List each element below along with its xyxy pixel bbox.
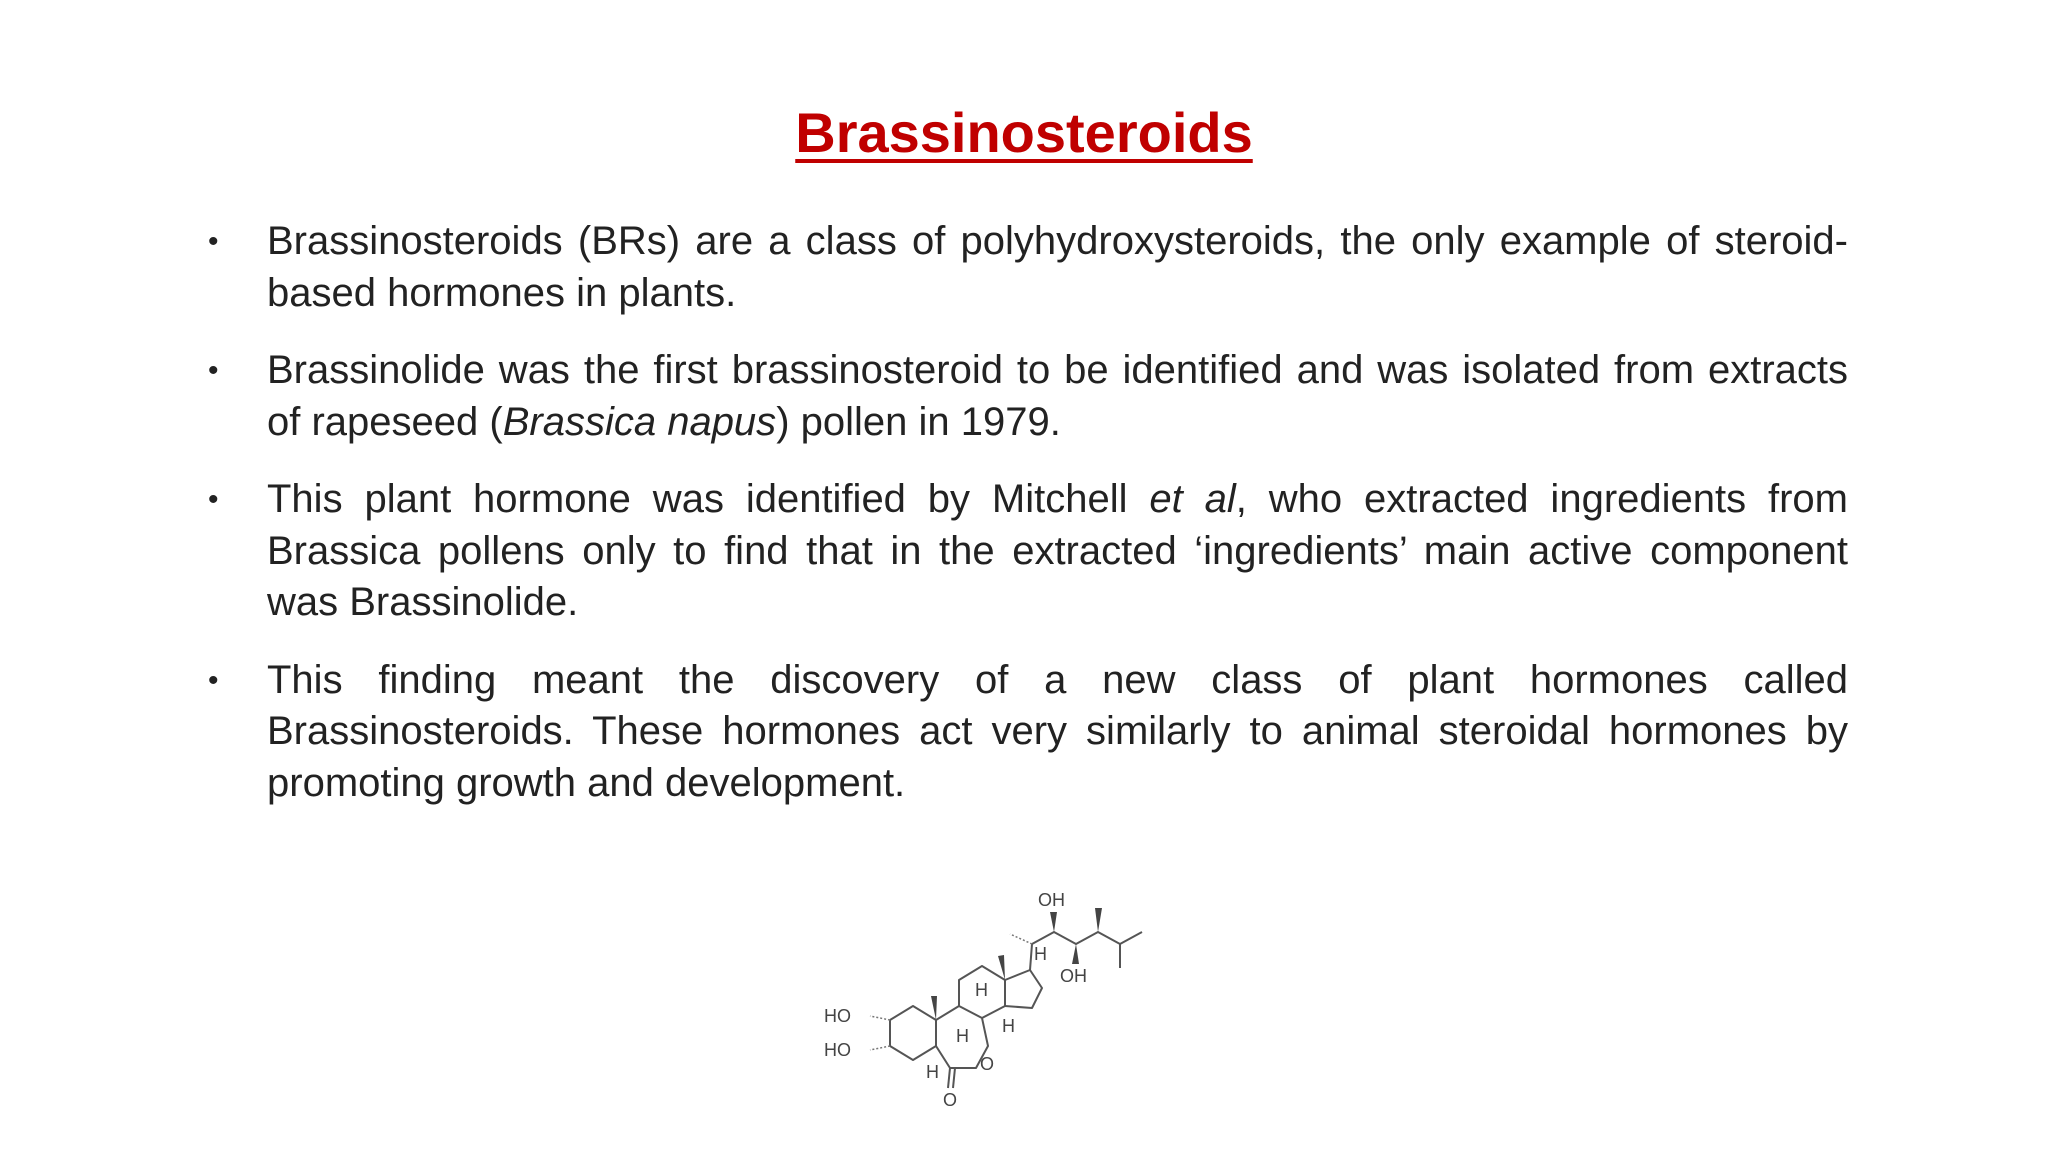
h-label-3: H — [956, 1026, 969, 1046]
oh-wedge-2 — [1072, 944, 1079, 964]
bullet-item — [208, 216, 1848, 319]
slide-title: Brassinosteroids — [795, 101, 1253, 164]
hash-ho-bottom — [870, 1046, 890, 1050]
bullet-segment-italic: et al — [1149, 477, 1236, 521]
ring-d — [1005, 970, 1042, 1008]
carbonyl-bond-2 — [953, 1068, 955, 1088]
bullet-segment: This plant hormone was identified by Mitchell — [267, 477, 1150, 521]
carbonyl-bond — [948, 1068, 950, 1088]
h-label-4: H — [1002, 1016, 1015, 1036]
h-label-5: H — [926, 1062, 939, 1082]
oh-wedge — [1050, 912, 1057, 932]
oh-label-top: OH — [1038, 890, 1065, 910]
bullet-segment: Brassinolide was the first brassinosteroid to be identified and was isolated from extracts of rapeseed ( — [267, 348, 1848, 444]
ring-a — [890, 1006, 936, 1060]
methyl-wedge-chain — [1095, 908, 1102, 932]
bullet-marker: • — [208, 663, 219, 697]
brassinolide-structure — [810, 856, 1170, 1136]
bullet-item — [208, 474, 1848, 629]
bullet-item — [208, 345, 1848, 448]
oh-label-bottom: OH — [1060, 966, 1087, 986]
bullet-segment: , who extracted ingredients from Brassica pollens only to find that in the extracted ‘ingredients’ main active component was Brassinolide. — [267, 477, 1848, 624]
bullet-text — [267, 219, 1848, 315]
ho-label-bottom: HO — [824, 1040, 851, 1060]
bullet-item — [208, 655, 1848, 810]
h-label-2: H — [975, 980, 988, 1000]
o-carbonyl-label: O — [943, 1090, 958, 1110]
o-ring-label: O — [980, 1054, 995, 1074]
hash-methyl-chain — [1010, 934, 1032, 944]
bullet-marker: • — [208, 225, 219, 258]
bullet-list — [208, 216, 1848, 835]
bullet-text — [267, 477, 1848, 624]
bullet-segment: Brassinosteroids (BRs) are a class of polyhydroxysteroids, the only example of steroid-based hormones in plants. — [267, 219, 1848, 315]
hash-ho-top — [870, 1016, 890, 1020]
bullet-marker: • — [208, 483, 219, 516]
bullet-segment: ) pollen in 1979. — [776, 399, 1061, 444]
bullet-segment: This finding meant the discovery of a new class of plant hormones called Brassinosteroids. These hormones act very similarly to animal steroidal hormones by promoting growth and development. — [267, 657, 1848, 805]
h-label-1: H — [1034, 944, 1047, 964]
bullet-segment-italic: Brassica napus — [502, 399, 777, 444]
bullet-text — [267, 658, 1848, 805]
ho-label-top: HO — [824, 1006, 851, 1026]
bullet-text — [267, 348, 1848, 444]
bullet-marker: • — [208, 354, 219, 387]
